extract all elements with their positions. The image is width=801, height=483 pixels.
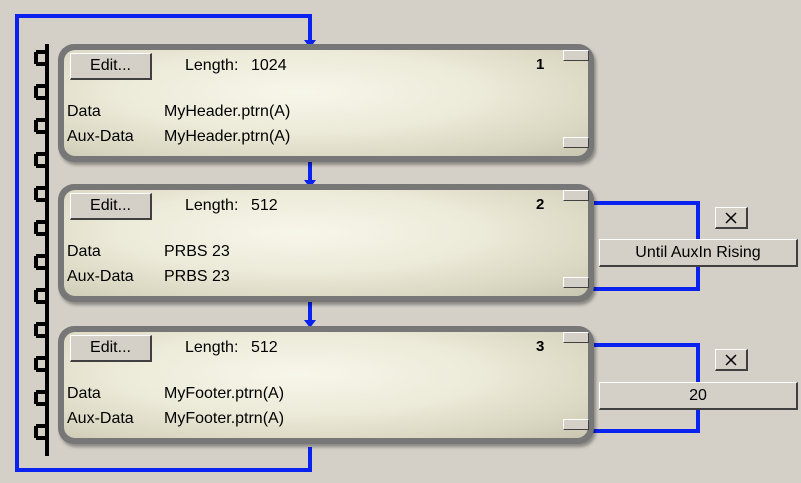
data-label: Data (67, 243, 101, 260)
aux-data-value: PRBS 23 (164, 268, 230, 285)
sequence-block-3[interactable] (58, 326, 594, 444)
edit-button[interactable]: Edit... (70, 53, 152, 80)
length-value: 1024 (251, 57, 287, 74)
aux-data-label: Aux-Data (67, 268, 134, 285)
length-label: Length: (185, 339, 239, 356)
length-value: 512 (251, 197, 278, 214)
data-value: MyFooter.ptrn(A) (164, 385, 285, 402)
loop-count-button[interactable]: 20 (599, 382, 798, 410)
remove-loop-button[interactable] (715, 349, 748, 371)
aux-data-value: MyFooter.ptrn(A) (164, 410, 285, 427)
loop-output-port[interactable] (563, 419, 589, 430)
loop-input-port[interactable] (563, 190, 589, 201)
edit-button[interactable]: Edit... (70, 193, 152, 220)
loop-input-port[interactable] (563, 50, 589, 61)
block-index: 1 (536, 56, 545, 73)
data-label: Data (67, 103, 101, 120)
sequence-block-2[interactable] (58, 184, 594, 302)
edit-button[interactable]: Edit... (70, 335, 152, 362)
remove-loop-button[interactable] (715, 207, 748, 229)
data-value: PRBS 23 (164, 243, 230, 260)
close-icon (725, 212, 737, 224)
block-index: 2 (536, 196, 545, 213)
length-label: Length: (185, 57, 239, 74)
close-icon (725, 354, 737, 366)
loop-input-port[interactable] (563, 332, 589, 343)
loop-output-port[interactable] (563, 277, 589, 288)
loop-condition-button[interactable]: Until AuxIn Rising (599, 239, 798, 267)
aux-data-value: MyHeader.ptrn(A) (164, 128, 291, 145)
length-value: 512 (251, 339, 278, 356)
loop-output-port[interactable] (563, 137, 589, 148)
block-index: 3 (536, 338, 545, 355)
data-value: MyHeader.ptrn(A) (164, 103, 291, 120)
sequence-block-1[interactable] (58, 44, 594, 162)
length-label: Length: (185, 197, 239, 214)
data-label: Data (67, 385, 101, 402)
sequence-bracket (36, 44, 47, 456)
aux-data-label: Aux-Data (67, 410, 134, 427)
aux-data-label: Aux-Data (67, 128, 134, 145)
